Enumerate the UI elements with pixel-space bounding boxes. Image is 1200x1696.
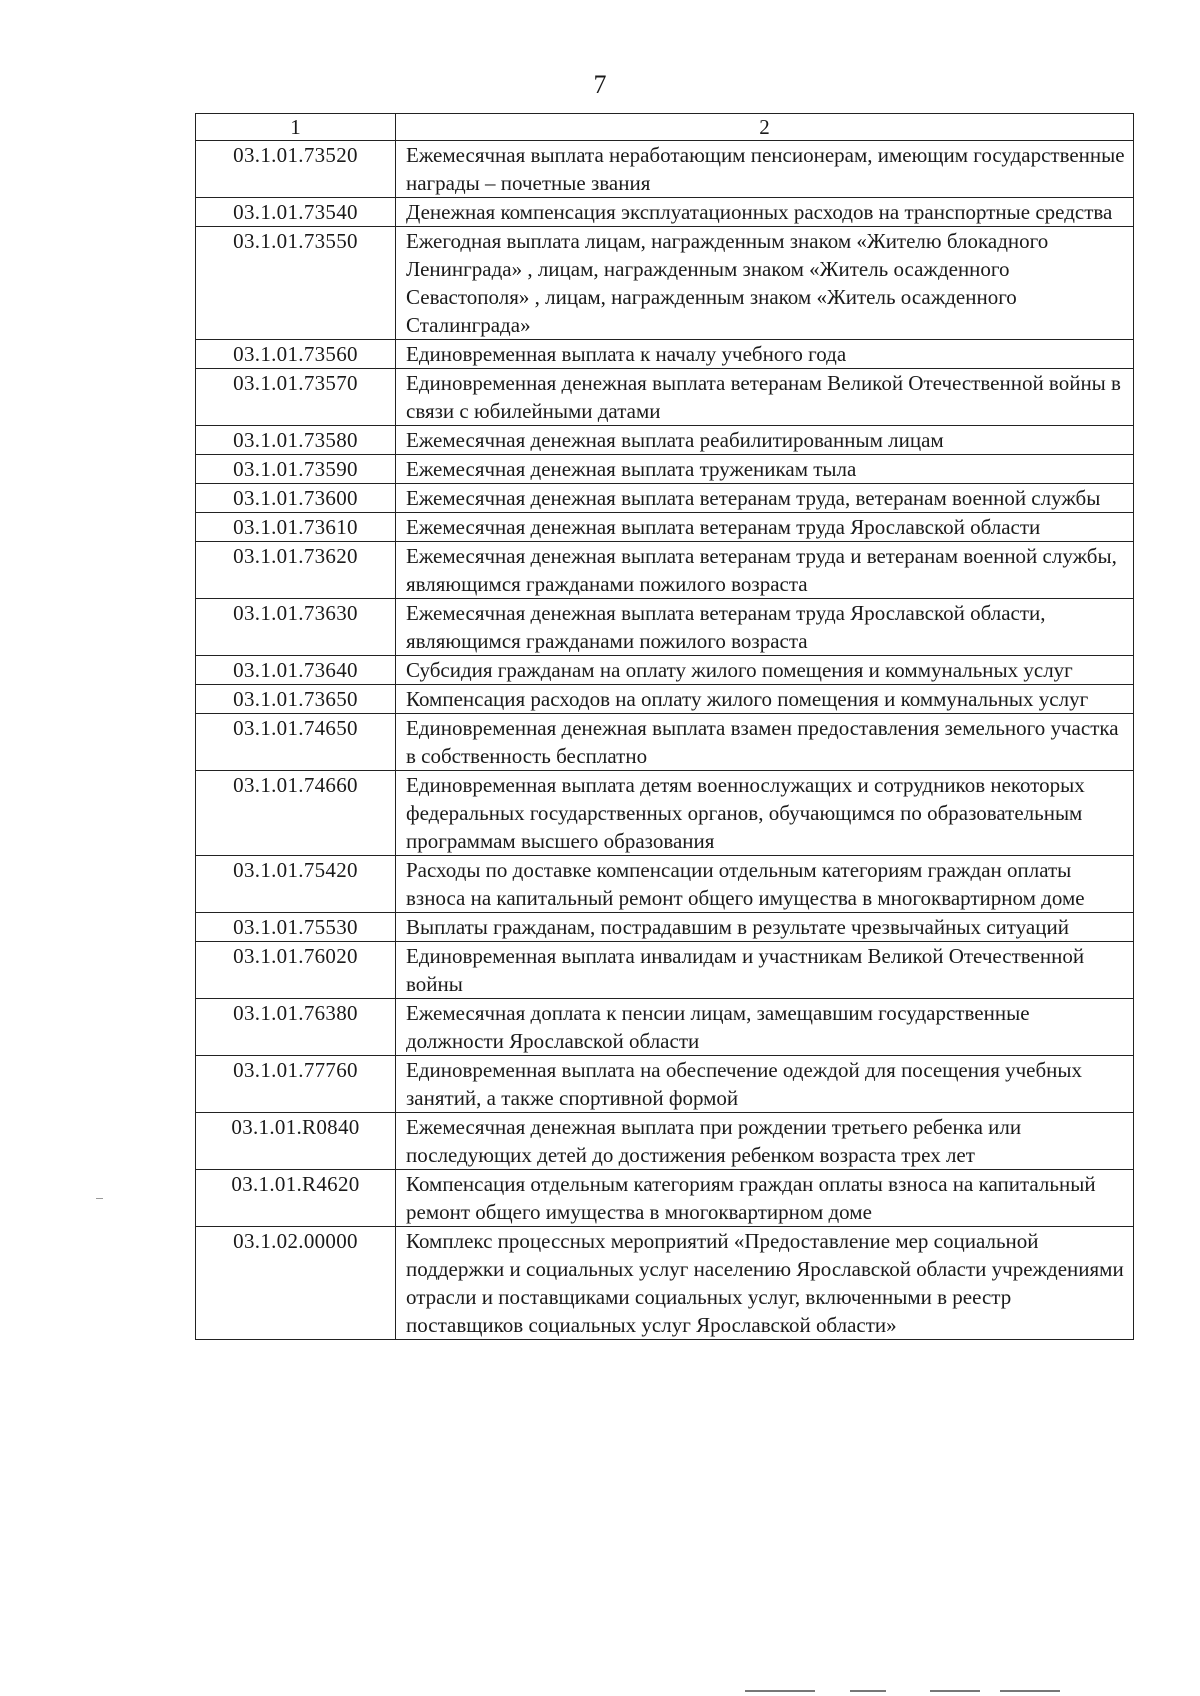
row-code-cell: 03.1.01.73650 xyxy=(196,685,396,714)
table-row xyxy=(196,685,1134,714)
row-name-cell: Ежемесячная доплата к пенсии лицам, замещавшим государственные должности Ярославской области xyxy=(396,999,1134,1056)
row-name-cell: Денежная компенсация эксплуатационных расходов на транспортные средства xyxy=(396,198,1134,227)
row-code-cell: 03.1.01.76020 xyxy=(196,942,396,999)
row-code-cell: 03.1.01.R4620 xyxy=(196,1170,396,1227)
table-row xyxy=(196,426,1134,455)
row-code-cell: 03.1.01.73640 xyxy=(196,656,396,685)
table-row xyxy=(196,340,1134,369)
table-row xyxy=(196,198,1134,227)
row-name-cell: Единовременная выплата на обеспечение одеждой для посещения учебных занятий, а также спортивной формой xyxy=(396,1056,1134,1113)
row-name-cell: Компенсация расходов на оплату жилого помещения и коммунальных услуг xyxy=(396,685,1134,714)
row-name-cell: Компенсация отдельным категориям граждан оплаты взноса на капитальный ремонт общего имущества в многоквартирном доме xyxy=(396,1170,1134,1227)
row-name-cell: Единовременная выплата детям военнослужащих и сотрудников некоторых федеральных государственных органов, обучающимся по образовательным программам высшего образования xyxy=(396,771,1134,856)
row-code-cell: 03.1.01.73610 xyxy=(196,513,396,542)
table-row xyxy=(196,542,1134,599)
row-code-cell: 03.1.01.75530 xyxy=(196,913,396,942)
row-code-cell: 03.1.01.77760 xyxy=(196,1056,396,1113)
table-row xyxy=(196,455,1134,484)
page-number: 7 xyxy=(593,70,607,99)
table-body xyxy=(196,141,1134,1340)
row-code-cell: 03.1.01.73560 xyxy=(196,340,396,369)
row-name-cell: Ежегодная выплата лицам, награжденным знаком «Жителю блокадного Ленинграда» , лицам, награжденным знаком «Житель осажденного Севастополя» , лицам, награжденным знаком «Житель осажденного Сталинграда» xyxy=(396,227,1134,340)
row-code-cell: 03.1.01.73630 xyxy=(196,599,396,656)
footer-scan-mark xyxy=(930,1690,980,1692)
row-name-cell: Единовременная выплата к началу учебного года xyxy=(396,340,1134,369)
table-row xyxy=(196,856,1134,913)
table-row xyxy=(196,913,1134,942)
table-row xyxy=(196,771,1134,856)
row-code-cell: 03.1.01.73590 xyxy=(196,455,396,484)
row-name-cell: Расходы по доставке компенсации отдельным категориям граждан оплаты взноса на капитальный ремонт общего имущества в многоквартирном доме xyxy=(396,856,1134,913)
budget-classification-table xyxy=(195,113,1134,1340)
row-code-cell: 03.1.01.73520 xyxy=(196,141,396,198)
row-name-cell: Единовременная денежная выплата взамен предоставления земельного участка в собственность бесплатно xyxy=(396,714,1134,771)
row-name-cell: Ежемесячная денежная выплата труженикам тыла xyxy=(396,455,1134,484)
row-code-cell: 03.1.01.73620 xyxy=(196,542,396,599)
table-row xyxy=(196,1056,1134,1113)
footer-scan-mark xyxy=(745,1690,815,1692)
row-code-cell: 03.1.01.R0840 xyxy=(196,1113,396,1170)
row-name-cell: Единовременная денежная выплата ветеранам Великой Отечественной войны в связи с юбилейными датами xyxy=(396,369,1134,426)
row-code-cell: 03.1.02.00000 xyxy=(196,1227,396,1340)
table-row xyxy=(196,1227,1134,1340)
table-row xyxy=(196,484,1134,513)
footer-scan-mark xyxy=(1000,1690,1060,1692)
row-name-cell: Единовременная выплата инвалидам и участникам Великой Отечественной войны xyxy=(396,942,1134,999)
table-row xyxy=(196,369,1134,426)
table-row xyxy=(196,1170,1134,1227)
column-header-name: 2 xyxy=(396,114,1134,141)
row-name-cell: Ежемесячная денежная выплата реабилитированным лицам xyxy=(396,426,1134,455)
row-name-cell: Ежемесячная выплата неработающим пенсионерам, имеющим государственные награды – почетные звания xyxy=(396,141,1134,198)
row-code-cell: 03.1.01.74650 xyxy=(196,714,396,771)
table-row xyxy=(196,227,1134,340)
table-row xyxy=(196,714,1134,771)
row-name-cell: Ежемесячная денежная выплата при рождении третьего ребенка или последующих детей до достижения ребенком возраста трех лет xyxy=(396,1113,1134,1170)
row-name-cell: Комплекс процессных мероприятий «Предоставление мер социальной поддержки и социальных услуг населению Ярославской области учреждениями отрасли и поставщиками социальных услуг, включенными в реестр поставщиков социальных услуг Ярославской области» xyxy=(396,1227,1134,1340)
row-code-cell: 03.1.01.73580 xyxy=(196,426,396,455)
row-code-cell: 03.1.01.76380 xyxy=(196,999,396,1056)
table-row xyxy=(196,656,1134,685)
row-code-cell: 03.1.01.73600 xyxy=(196,484,396,513)
row-code-cell: 03.1.01.73540 xyxy=(196,198,396,227)
row-name-cell: Ежемесячная денежная выплата ветеранам труда Ярославской области, являющимся гражданами пожилого возраста xyxy=(396,599,1134,656)
row-code-cell: 03.1.01.73550 xyxy=(196,227,396,340)
row-name-cell: Ежемесячная денежная выплата ветеранам труда и ветеранам военной службы, являющимся гражданами пожилого возраста xyxy=(396,542,1134,599)
table-row xyxy=(196,999,1134,1056)
row-code-cell: 03.1.01.75420 xyxy=(196,856,396,913)
row-name-cell: Ежемесячная денежная выплата ветеранам труда, ветеранам военной службы xyxy=(396,484,1134,513)
row-name-cell: Субсидия гражданам на оплату жилого помещения и коммунальных услуг xyxy=(396,656,1134,685)
table-row xyxy=(196,599,1134,656)
row-code-cell: 03.1.01.73570 xyxy=(196,369,396,426)
row-name-cell: Ежемесячная денежная выплата ветеранам труда Ярославской области xyxy=(396,513,1134,542)
table-row xyxy=(196,1113,1134,1170)
table-row xyxy=(196,513,1134,542)
column-header-code: 1 xyxy=(196,114,396,141)
row-code-cell: 03.1.01.74660 xyxy=(196,771,396,856)
table-header-row xyxy=(196,114,1134,141)
footer-scan-mark xyxy=(850,1690,886,1692)
margin-mark xyxy=(96,1198,103,1199)
row-name-cell: Выплаты гражданам, пострадавшим в результате чрезвычайных ситуаций xyxy=(396,913,1134,942)
table-row xyxy=(196,942,1134,999)
table-row xyxy=(196,141,1134,198)
